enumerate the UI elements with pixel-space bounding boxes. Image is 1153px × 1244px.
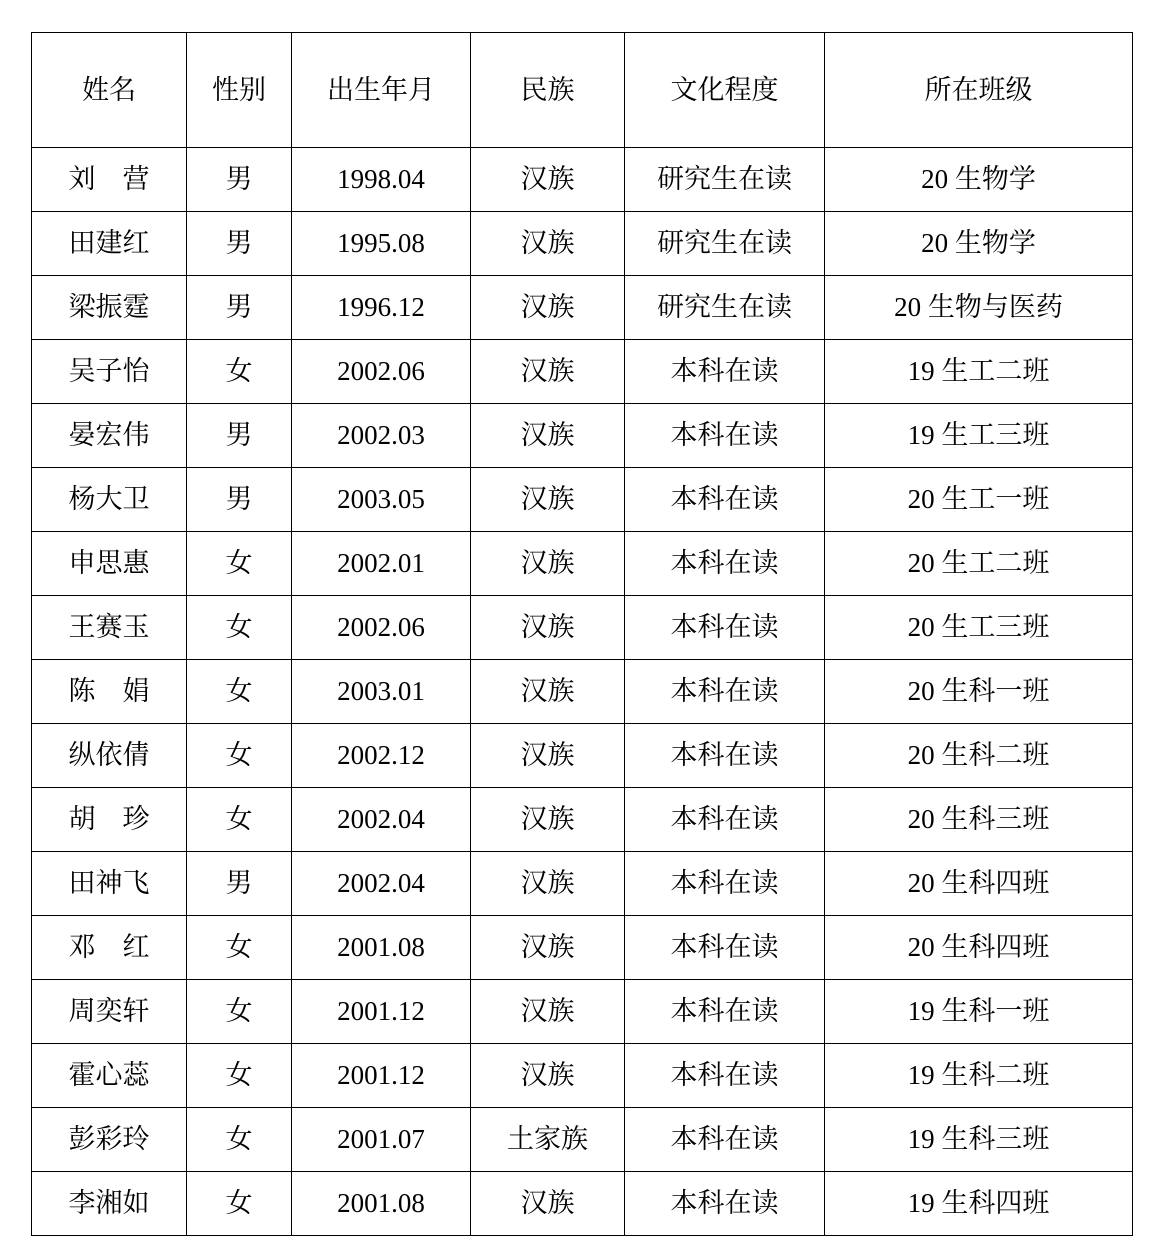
cell-education: 本科在读 xyxy=(625,532,825,596)
cell-education: 本科在读 xyxy=(625,916,825,980)
cell-education: 本科在读 xyxy=(625,788,825,852)
cell-gender: 女 xyxy=(187,340,292,404)
cell-education: 本科在读 xyxy=(625,724,825,788)
cell-name: 刘 营 xyxy=(32,148,187,212)
cell-gender: 男 xyxy=(187,468,292,532)
cell-birthdate: 1995.08 xyxy=(292,212,471,276)
cell-education: 研究生在读 xyxy=(625,276,825,340)
cell-birthdate: 2002.06 xyxy=(292,340,471,404)
cell-name: 霍心蕊 xyxy=(32,1044,187,1108)
table-row xyxy=(32,340,1133,404)
table-row xyxy=(32,532,1133,596)
table-row xyxy=(32,916,1133,980)
table-row xyxy=(32,1172,1133,1236)
cell-class: 20 生科四班 xyxy=(825,916,1133,980)
cell-gender: 男 xyxy=(187,276,292,340)
cell-name: 吴子怡 xyxy=(32,340,187,404)
cell-name: 田建红 xyxy=(32,212,187,276)
cell-ethnicity: 汉族 xyxy=(471,660,625,724)
cell-class: 20 生科一班 xyxy=(825,660,1133,724)
cell-ethnicity: 汉族 xyxy=(471,1044,625,1108)
cell-ethnicity: 汉族 xyxy=(471,788,625,852)
cell-name: 申思惠 xyxy=(32,532,187,596)
cell-gender: 女 xyxy=(187,980,292,1044)
cell-ethnicity: 汉族 xyxy=(471,404,625,468)
cell-gender: 女 xyxy=(187,532,292,596)
table-row xyxy=(32,788,1133,852)
cell-class: 20 生工三班 xyxy=(825,596,1133,660)
col-header-ethnicity: 民族 xyxy=(471,33,625,148)
col-header-birthdate: 出生年月 xyxy=(292,33,471,148)
cell-ethnicity: 汉族 xyxy=(471,148,625,212)
cell-gender: 女 xyxy=(187,596,292,660)
cell-birthdate: 2002.12 xyxy=(292,724,471,788)
col-header-name: 姓名 xyxy=(32,33,187,148)
cell-name: 陈 娟 xyxy=(32,660,187,724)
cell-education: 研究生在读 xyxy=(625,212,825,276)
table-row xyxy=(32,660,1133,724)
cell-class: 20 生物学 xyxy=(825,148,1133,212)
cell-name: 彭彩玲 xyxy=(32,1108,187,1172)
cell-birthdate: 2001.08 xyxy=(292,916,471,980)
cell-birthdate: 2001.12 xyxy=(292,1044,471,1108)
col-header-class: 所在班级 xyxy=(825,33,1133,148)
cell-ethnicity: 汉族 xyxy=(471,532,625,596)
cell-class: 20 生工一班 xyxy=(825,468,1133,532)
table-row xyxy=(32,1108,1133,1172)
cell-class: 20 生科二班 xyxy=(825,724,1133,788)
cell-class: 20 生科四班 xyxy=(825,852,1133,916)
col-header-gender: 性别 xyxy=(187,33,292,148)
cell-gender: 女 xyxy=(187,1172,292,1236)
cell-name: 王赛玉 xyxy=(32,596,187,660)
cell-ethnicity: 汉族 xyxy=(471,852,625,916)
cell-name: 邓 红 xyxy=(32,916,187,980)
cell-birthdate: 2003.05 xyxy=(292,468,471,532)
cell-birthdate: 2001.12 xyxy=(292,980,471,1044)
cell-class: 19 生工三班 xyxy=(825,404,1133,468)
cell-gender: 女 xyxy=(187,788,292,852)
cell-ethnicity: 汉族 xyxy=(471,596,625,660)
table-row xyxy=(32,404,1133,468)
cell-birthdate: 1998.04 xyxy=(292,148,471,212)
cell-education: 本科在读 xyxy=(625,1108,825,1172)
cell-class: 20 生科三班 xyxy=(825,788,1133,852)
table-row xyxy=(32,276,1133,340)
cell-ethnicity: 汉族 xyxy=(471,340,625,404)
table-row xyxy=(32,852,1133,916)
cell-gender: 男 xyxy=(187,852,292,916)
cell-birthdate: 2002.04 xyxy=(292,788,471,852)
cell-gender: 男 xyxy=(187,148,292,212)
cell-education: 本科在读 xyxy=(625,596,825,660)
table-row xyxy=(32,1044,1133,1108)
cell-birthdate: 2002.04 xyxy=(292,852,471,916)
cell-class: 20 生物学 xyxy=(825,212,1133,276)
col-header-education: 文化程度 xyxy=(625,33,825,148)
cell-education: 本科在读 xyxy=(625,404,825,468)
cell-ethnicity: 汉族 xyxy=(471,212,625,276)
cell-education: 本科在读 xyxy=(625,1172,825,1236)
cell-gender: 女 xyxy=(187,1108,292,1172)
cell-class: 19 生工二班 xyxy=(825,340,1133,404)
cell-education: 本科在读 xyxy=(625,852,825,916)
cell-education: 研究生在读 xyxy=(625,148,825,212)
cell-name: 梁振霆 xyxy=(32,276,187,340)
table-row xyxy=(32,148,1133,212)
cell-ethnicity: 汉族 xyxy=(471,916,625,980)
cell-gender: 女 xyxy=(187,916,292,980)
cell-birthdate: 2001.08 xyxy=(292,1172,471,1236)
cell-name: 周奕轩 xyxy=(32,980,187,1044)
cell-education: 本科在读 xyxy=(625,980,825,1044)
cell-ethnicity: 汉族 xyxy=(471,724,625,788)
table-row xyxy=(32,468,1133,532)
cell-class: 20 生物与医药 xyxy=(825,276,1133,340)
table-row xyxy=(32,212,1133,276)
cell-class: 19 生科三班 xyxy=(825,1108,1133,1172)
cell-gender: 女 xyxy=(187,724,292,788)
cell-ethnicity: 土家族 xyxy=(471,1108,625,1172)
cell-ethnicity: 汉族 xyxy=(471,1172,625,1236)
table-body xyxy=(32,148,1133,1236)
cell-ethnicity: 汉族 xyxy=(471,276,625,340)
cell-education: 本科在读 xyxy=(625,340,825,404)
cell-education: 本科在读 xyxy=(625,660,825,724)
cell-name: 胡 珍 xyxy=(32,788,187,852)
cell-birthdate: 1996.12 xyxy=(292,276,471,340)
cell-birthdate: 2001.07 xyxy=(292,1108,471,1172)
cell-birthdate: 2002.01 xyxy=(292,532,471,596)
cell-name: 杨大卫 xyxy=(32,468,187,532)
cell-education: 本科在读 xyxy=(625,1044,825,1108)
cell-name: 田神飞 xyxy=(32,852,187,916)
cell-class: 19 生科二班 xyxy=(825,1044,1133,1108)
cell-education: 本科在读 xyxy=(625,468,825,532)
cell-name: 李湘如 xyxy=(32,1172,187,1236)
table-row xyxy=(32,596,1133,660)
student-roster-table xyxy=(31,32,1133,1236)
table-row xyxy=(32,724,1133,788)
cell-name: 晏宏伟 xyxy=(32,404,187,468)
cell-name: 纵依倩 xyxy=(32,724,187,788)
cell-ethnicity: 汉族 xyxy=(471,468,625,532)
cell-birthdate: 2002.06 xyxy=(292,596,471,660)
cell-ethnicity: 汉族 xyxy=(471,980,625,1044)
cell-birthdate: 2003.01 xyxy=(292,660,471,724)
cell-gender: 女 xyxy=(187,1044,292,1108)
cell-class: 19 生科一班 xyxy=(825,980,1133,1044)
cell-gender: 男 xyxy=(187,212,292,276)
cell-birthdate: 2002.03 xyxy=(292,404,471,468)
cell-gender: 女 xyxy=(187,660,292,724)
header-row xyxy=(32,33,1133,148)
table-row xyxy=(32,980,1133,1044)
cell-class: 19 生科四班 xyxy=(825,1172,1133,1236)
cell-class: 20 生工二班 xyxy=(825,532,1133,596)
cell-gender: 男 xyxy=(187,404,292,468)
